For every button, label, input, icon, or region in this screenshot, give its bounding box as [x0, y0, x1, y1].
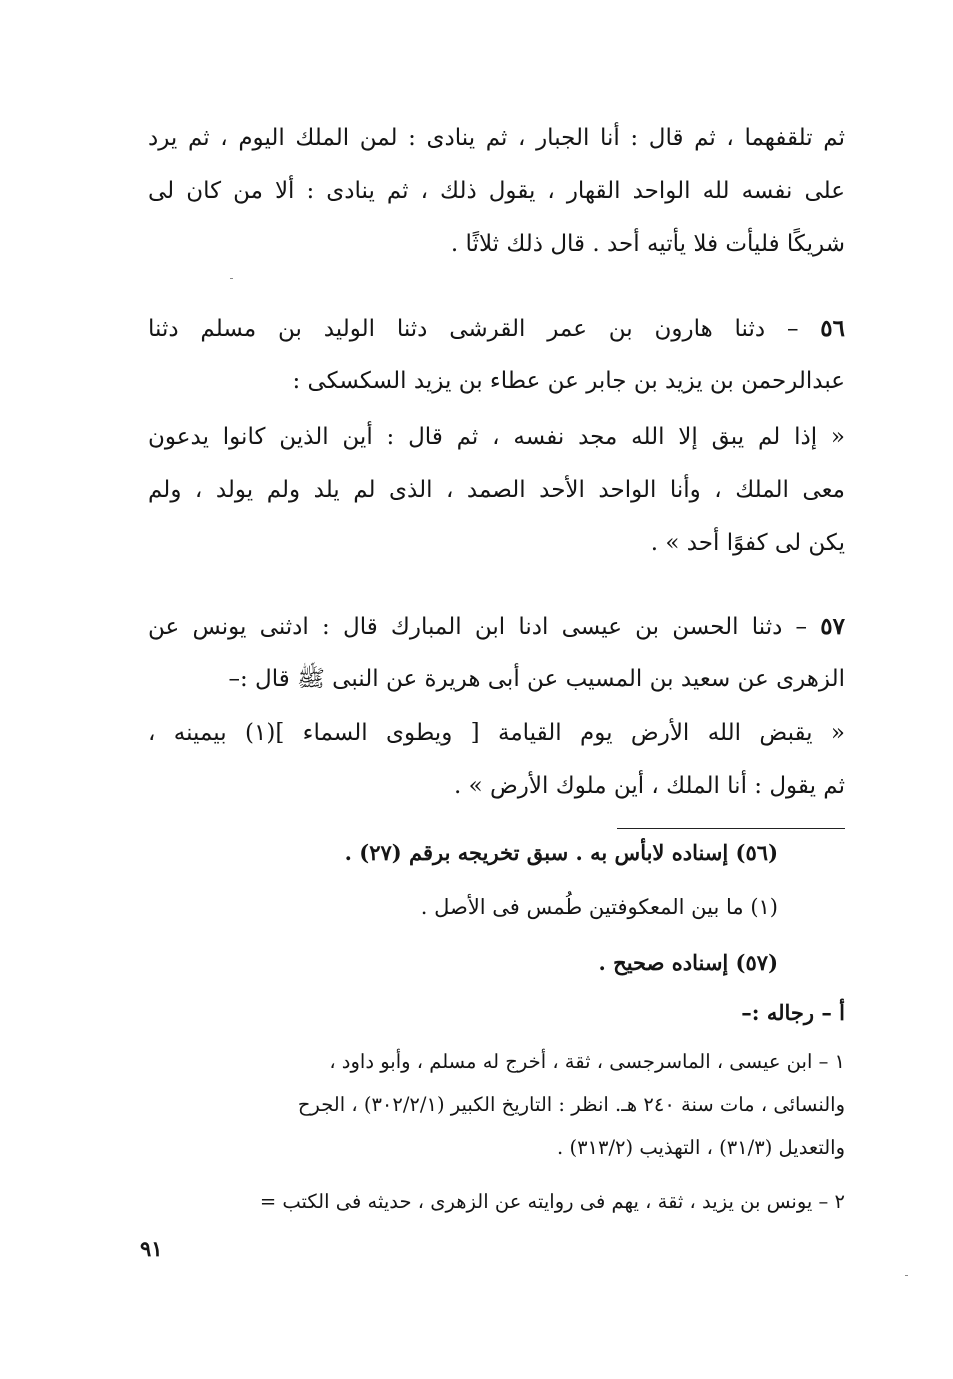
page-number: ٩١ [140, 1236, 163, 1261]
hadith-56-matn-line-2: معى الملك ، وأنا الواحد الأحد الصمد ، الذى لم يلد ولم يولد ، ولم [148, 477, 845, 503]
hadith-57-matn-line-1: « يقبض الله الأرض يوم القيامة [ ويطوى السماء ](١) بيمينه ، [148, 720, 845, 746]
hadith-57-matn-line-2: ثم يقول : أنا الملك ، أين ملوك الأرض » . [454, 773, 845, 799]
hadith-56-isnad-line-1 [148, 302, 845, 355]
footnote-separator [617, 828, 845, 829]
footnote-56: (٥٦) إسناده لابأس به . سبق تخريجه برقم (٢٧) . [344, 840, 778, 865]
narrator-2-note [130, 1180, 845, 1223]
hadith-56-matn-line-3: يكن لى كفوًا أحد » . [650, 530, 845, 556]
narrator-1-note [140, 1040, 845, 1169]
intro-line-2: على نفسه لله الواحد القهار ، يقول ذلك ، ثم ينادى : ألا من كان لى [148, 178, 845, 204]
intro-line-1: ثم تلقفهما ، ثم قال : أنا الجبار ، ثم ينادى : لمن الملك اليوم ، ثم يرد [148, 125, 845, 151]
intro-paragraph [148, 112, 845, 271]
intro-line-3: شريكًا فليأت فلا يأتيه أحد . قال ذلك ثلاثًا . [450, 231, 845, 257]
narrator-2-line-1: ٢ – يونس بن يزيد ، ثقة ، يهم فى روايته عن الزهرى ، حديثه فى الكتب = [259, 1190, 845, 1213]
hadith-56-matn-line-1: « إذا لم يبق إلا الله مجد نفسه ، ثم قال : أين الذين كانوا يدعون [148, 424, 845, 450]
rijal-heading: أ – رجاله :– [741, 1000, 845, 1025]
hadith-56-matn [148, 411, 845, 570]
hadith-56-isnad [148, 302, 845, 408]
scan-speck [230, 278, 233, 279]
hadith-57-isnad-text-1: – دثنا الحسن بن عيسى ادنا ابن المبارك قال : ادثنى يونس عن [148, 614, 808, 640]
footnote-1: (١) ما بين المعكوفتين طُمس فى الأصل . [420, 895, 778, 919]
hadith-57-isnad [148, 600, 845, 706]
hadith-56-isnad-text-1: – دثنا هارون بن عمر القرشى دثنا الوليد بن مسلم دثنا [148, 316, 799, 342]
narrator-1-line-2: والنسائى ، مات سنة ٢٤٠ هـ. انظر : التاريخ الكبير (٣٠٢/٢/١) ، الجرح [297, 1093, 845, 1116]
hadith-57-isnad-line-2: الزهرى عن سعيد بن المسيب عن أبى هريرة عن النبى ﷺ قال :– [228, 666, 845, 692]
hadith-56-isnad-line-2: عبدالرحمن بن يزيد بن جابر عن عطاء بن يزيد السكسكى : [292, 368, 845, 394]
narrator-1-line-3: والتعديل (٣١/٣) ، التهذيب (٣١٣/٢) . [557, 1136, 845, 1159]
hadith-57-number: ٥٧ [820, 613, 845, 640]
hadith-56-number: ٥٦ [820, 315, 845, 342]
hadith-57-matn [148, 707, 845, 813]
narrator-1-line-1: ١ – ابن عيسى ، الماسرجسى ، ثقة ، أخرج له مسلم ، وأبو داود ، [329, 1050, 845, 1073]
scan-speck [905, 1275, 908, 1276]
footnote-57: (٥٧) إسناده صحيح . [598, 950, 778, 975]
hadith-57-isnad-line-1 [148, 600, 845, 653]
